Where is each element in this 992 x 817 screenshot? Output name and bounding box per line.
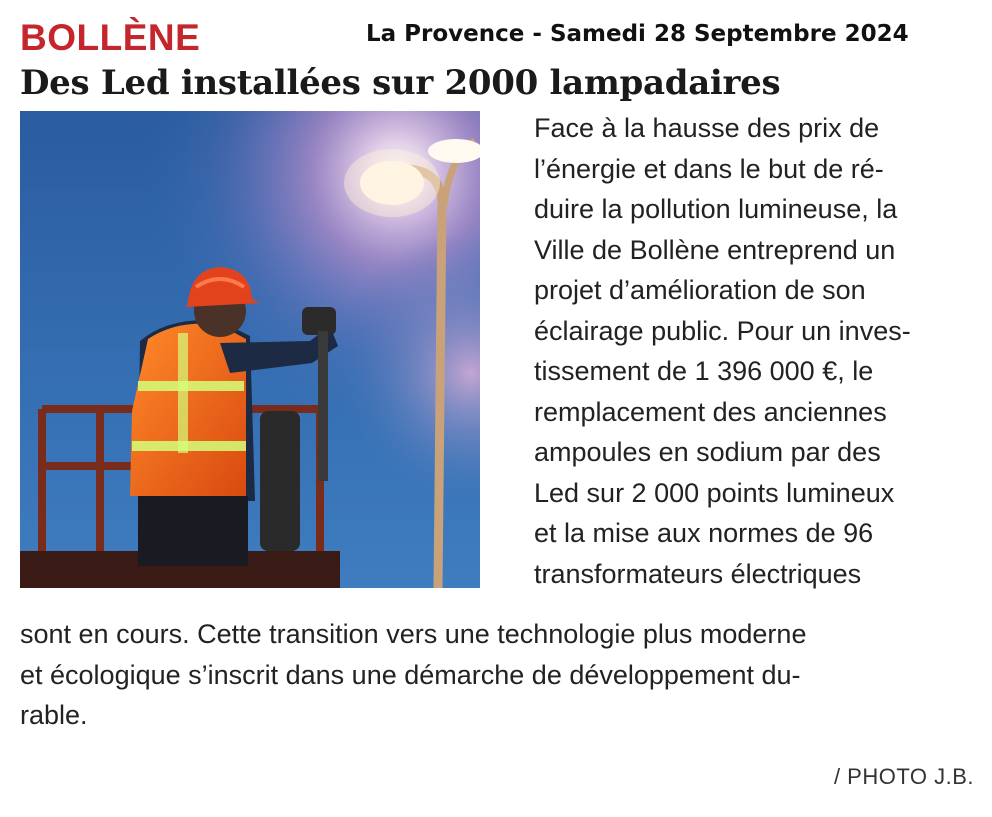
body-line: ampoules en sodium par des — [534, 437, 881, 467]
body-line: et écologique s’inscrit dans une démarche de développement du- — [20, 659, 801, 690]
article-headline: Des Led installées sur 2000 lampadaires — [20, 63, 781, 103]
body-line: l’énergie et dans le but de ré- — [534, 153, 884, 184]
body-line: éclairage public. Pour un inves- — [534, 315, 911, 346]
body-line: et la mise aux normes de 96 — [534, 518, 874, 548]
section-kicker: BOLLÈNE — [20, 17, 201, 58]
article-photo — [20, 111, 480, 588]
body-line: duire la pollution lumineuse, la — [534, 194, 898, 224]
body-line: Ville de Bollène entreprend un — [534, 234, 896, 265]
body-line: transformateurs électriques — [534, 558, 862, 589]
publication-dateline: La Provence - Samedi 28 Septembre 2024 — [366, 21, 909, 47]
body-line: tissement de 1 396 000 €, le — [534, 356, 874, 386]
article-body-column — [534, 108, 984, 594]
body-line: Face à la hausse des prix de — [534, 113, 880, 143]
body-line: sont en cours. Cette transition vers une technologie plus moderne — [20, 619, 807, 649]
worker-streetlight-illustration — [20, 111, 480, 588]
article-body-full-width — [20, 614, 980, 736]
photo-credit: / PHOTO J.B. — [833, 764, 974, 789]
body-line: projet d’amélioration de son — [534, 275, 866, 305]
body-line: Led sur 2 000 points lumineux — [534, 477, 895, 508]
body-line: remplacement des anciennes — [534, 396, 887, 427]
body-line: rable. — [20, 700, 88, 730]
